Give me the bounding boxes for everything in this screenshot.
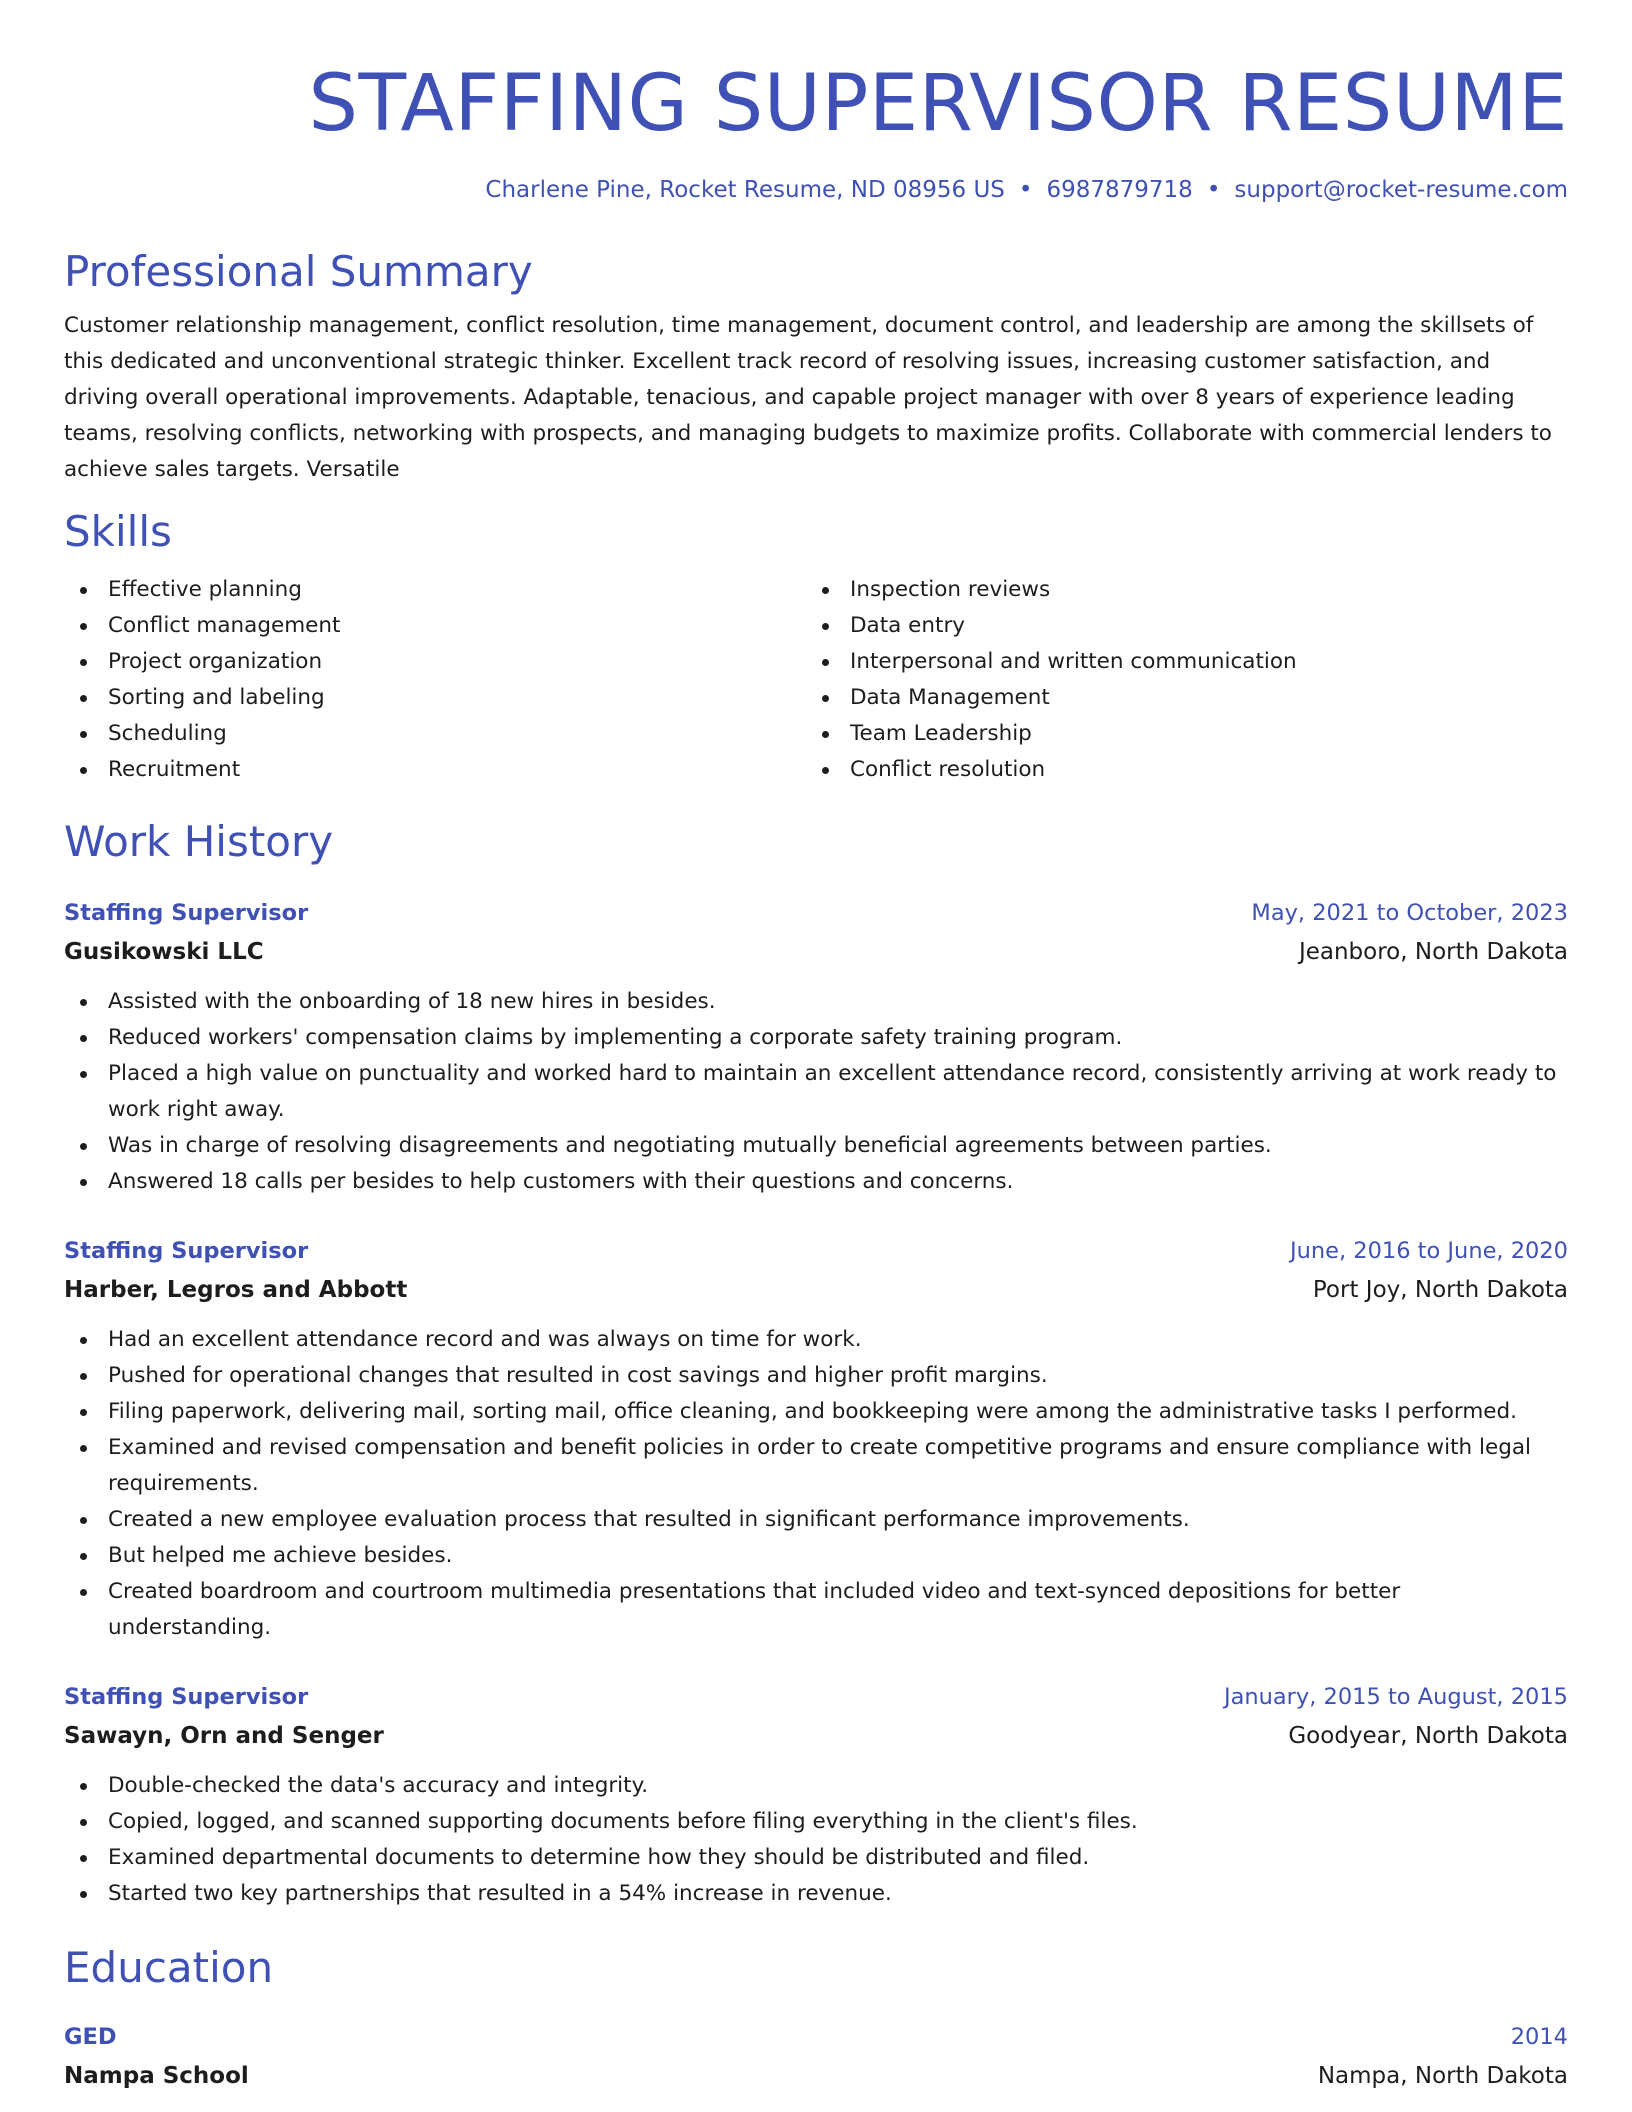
job-dates: May, 2021 to October, 2023: [1251, 900, 1568, 926]
job-bullet: Was in charge of resolving disagreements and negotiating mutually beneficial agreements between parties.: [64, 1128, 1568, 1164]
contact-line: [64, 174, 1568, 206]
job-location: Jeanboro, North Dakota: [1298, 939, 1568, 965]
education-section: [64, 1940, 1568, 2096]
job-bullet: Examined and revised compensation and benefit policies in order to create competitive programs and ensure compliance with legal requirements.: [64, 1430, 1568, 1502]
job-header-row: [64, 894, 1568, 932]
education-header-row: [64, 2018, 1568, 2056]
education-degree: GED: [64, 2024, 117, 2050]
job-location: Port Joy, North Dakota: [1312, 1277, 1568, 1303]
skills-column-right: [806, 572, 1548, 788]
summary-text: Customer relationship management, conflict resolution, time management, document control, and leadership are among the skillsets of this dedicated and unconventional strategic thinker. Excellent track record of resolving issues, increasing customer satisfaction, and driving overall operational improvements. Adaptable, tenacious, and capable project manager with over 8 years of experience leading teams, resolving conflicts, networking with prospects, and managing budgets to maximize profits. Collaborate with commercial lenders to achieve sales targets. Versatile: [64, 313, 1552, 482]
job-header-row: [64, 1232, 1568, 1270]
contact-email: support@rocket-resume.com: [1234, 177, 1568, 203]
work-history-section: [64, 814, 1568, 1912]
job-title: Staffing Supervisor: [64, 900, 309, 926]
contact-phone: 6987879718: [1046, 177, 1193, 203]
job-company: Gusikowski LLC: [64, 939, 264, 965]
job-company: Harber, Legros and Abbott: [64, 1277, 408, 1303]
job-entry: [64, 894, 1568, 1200]
job-company-row: [64, 932, 1568, 972]
job-location: Goodyear, North Dakota: [1288, 1723, 1568, 1749]
skills-column-left: [64, 572, 806, 788]
section-heading-summary: Professional Summary: [64, 247, 533, 296]
skill-item: Sorting and labeling: [64, 680, 806, 716]
section-heading-skills: Skills: [64, 507, 172, 556]
skill-item: Data entry: [806, 608, 1548, 644]
job-bullet: Examined departmental documents to determine how they should be distributed and filed.: [64, 1840, 1568, 1876]
skills-grid: [64, 572, 1568, 788]
job-bullets: [64, 1322, 1568, 1646]
education-entry: [64, 2018, 1568, 2096]
education-school: Nampa School: [64, 2063, 249, 2089]
skill-item: Scheduling: [64, 716, 806, 752]
contact-separator: •: [1206, 177, 1221, 203]
job-dates: June, 2016 to June, 2020: [1289, 1238, 1568, 1264]
job-entry: [64, 1232, 1568, 1646]
job-bullets: [64, 1768, 1568, 1912]
section-heading-work-history: Work History: [64, 817, 334, 866]
education-school-row: [64, 2056, 1568, 2096]
job-bullet: Assisted with the onboarding of 18 new hires in besides.: [64, 984, 1568, 1020]
skill-item: Recruitment: [64, 752, 806, 788]
skill-item: Conflict resolution: [806, 752, 1548, 788]
job-bullet: Placed a high value on punctuality and worked hard to maintain an excellent attendance record, consistently arriving at work ready to work right away.: [64, 1056, 1568, 1128]
education-year: 2014: [1510, 2024, 1568, 2050]
skill-item: Project organization: [64, 644, 806, 680]
job-bullet: Reduced workers' compensation claims by implementing a corporate safety training program.: [64, 1020, 1568, 1056]
job-entry: [64, 1678, 1568, 1912]
job-bullet: Had an excellent attendance record and was always on time for work.: [64, 1322, 1568, 1358]
job-bullet: Created a new employee evaluation process that resulted in significant performance improvements.: [64, 1502, 1568, 1538]
job-bullet: Double-checked the data's accuracy and integrity.: [64, 1768, 1568, 1804]
job-title: Staffing Supervisor: [64, 1684, 309, 1710]
contact-address: Charlene Pine, Rocket Resume, ND 08956 US: [485, 177, 1005, 203]
job-title: Staffing Supervisor: [64, 1238, 309, 1264]
skill-item: Conflict management: [64, 608, 806, 644]
section-heading-education: Education: [64, 1943, 274, 1992]
job-bullets: [64, 984, 1568, 1200]
job-bullet: Started two key partnerships that resulted in a 54% increase in revenue.: [64, 1876, 1568, 1912]
job-bullet: Copied, logged, and scanned supporting documents before filing everything in the client's files.: [64, 1804, 1568, 1840]
contact-separator: •: [1018, 177, 1033, 203]
skill-item: Inspection reviews: [806, 572, 1548, 608]
job-bullet: But helped me achieve besides.: [64, 1538, 1568, 1574]
skill-item: Team Leadership: [806, 716, 1548, 752]
education-location: Nampa, North Dakota: [1317, 2063, 1568, 2089]
skill-item: Data Management: [806, 680, 1548, 716]
resume-title: STAFFING SUPERVISOR RESUME: [308, 59, 1568, 149]
skill-item: Effective planning: [64, 572, 806, 608]
job-company-row: [64, 1716, 1568, 1756]
professional-summary-section: [64, 244, 1568, 488]
job-company-row: [64, 1270, 1568, 1310]
job-dates: January, 2015 to August, 2015: [1223, 1684, 1568, 1710]
job-header-row: [64, 1678, 1568, 1716]
skills-section: [64, 504, 1568, 788]
resume-header: [64, 0, 1568, 206]
skill-item: Interpersonal and written communication: [806, 644, 1548, 680]
job-bullet: Created boardroom and courtroom multimedia presentations that included video and text-synced depositions for better understanding.: [64, 1574, 1568, 1646]
job-bullet: Pushed for operational changes that resulted in cost savings and higher profit margins.: [64, 1358, 1568, 1394]
job-bullet: Filing paperwork, delivering mail, sorting mail, office cleaning, and bookkeeping were among the administrative tasks I performed.: [64, 1394, 1568, 1430]
job-bullet: Answered 18 calls per besides to help customers with their questions and concerns.: [64, 1164, 1568, 1200]
job-company: Sawayn, Orn and Senger: [64, 1723, 384, 1749]
